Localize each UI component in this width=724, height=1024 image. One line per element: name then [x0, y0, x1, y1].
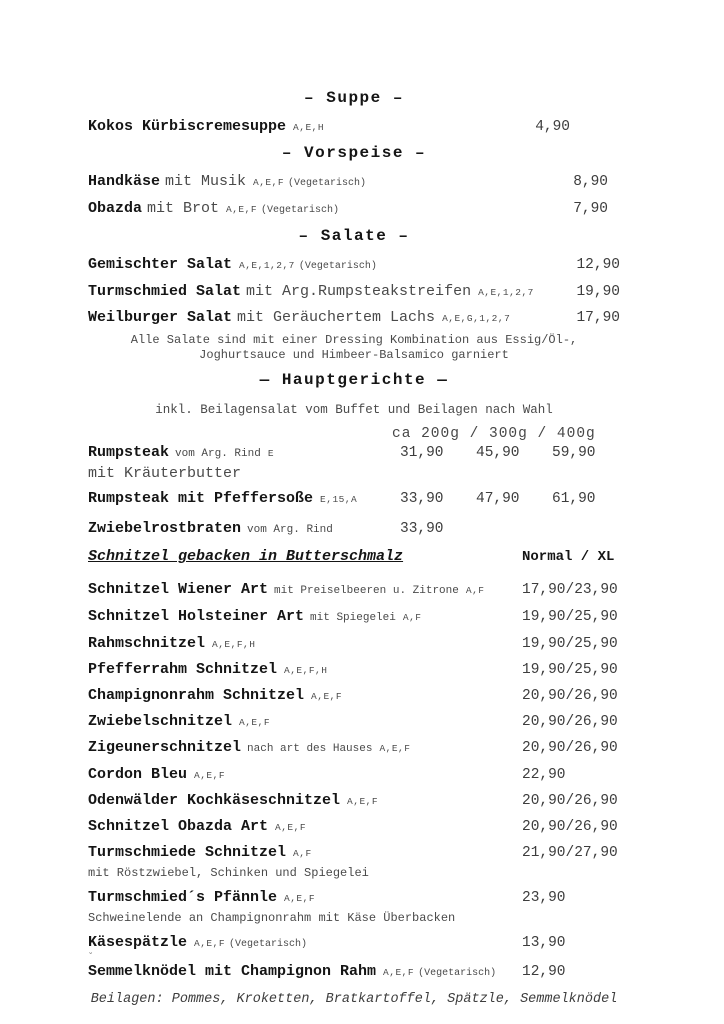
section-title: – Salate – [298, 227, 410, 245]
item-vegetarian-note: (Vegetarisch) [288, 178, 367, 189]
item-allergen-codes: A,E,H [293, 122, 325, 133]
item-price: 21,90/27,90 [522, 845, 618, 861]
menu-item-text [88, 818, 510, 836]
menu-sections [88, 89, 620, 982]
item-allergen-codes: A,E,F,H [284, 665, 328, 676]
item-description: mit Preiselbeeren u. Zitrone [274, 585, 459, 597]
item-price: 7,90 [573, 201, 608, 217]
item-name: Turmschmied Salat [88, 283, 242, 300]
item-price: 17,90/23,90 [522, 582, 618, 598]
menu-item-row [88, 792, 620, 810]
item-vegetarian-note: (Vegetarisch) [418, 968, 497, 979]
item-description: vom Arg. Rind [175, 448, 261, 460]
item-name: Cordon Bleu [88, 766, 188, 783]
item-subline: Schweinelende an Champignonrahm mit Käse Überbacken [88, 911, 456, 925]
menu-item-row [88, 818, 620, 836]
item-description: vom Arg. Rind [247, 524, 333, 536]
item-name: Rahmschnitzel [88, 635, 206, 652]
item-price: 19,90 [576, 284, 620, 300]
item-name: Zigeunerschnitzel [88, 739, 242, 756]
item-price: 19,90/25,90 [522, 662, 618, 678]
menu-item-text [88, 963, 510, 982]
section-subtitle: inkl. Beilagensalat vom Buffet und Beilagen nach Wahl [155, 403, 553, 417]
item-name: Käsespätzle [88, 934, 188, 951]
item-description: mit Arg.Rumpsteakstreifen [246, 283, 472, 300]
weights-header: ca 200g / 300g / 400g [392, 426, 596, 442]
item-price: 31,90 [400, 445, 444, 461]
menu-item-text [88, 490, 392, 508]
menu-item-row [88, 118, 620, 136]
menu-item-text [88, 200, 510, 219]
salad-footnote-line: Joghurtsauce und Himbeer-Balsamico garniert [199, 348, 509, 362]
item-description: mit Spiegelei [310, 612, 396, 624]
weights-header-row [88, 426, 620, 442]
item-name: Obazda [88, 200, 143, 217]
menu-item-row [88, 963, 620, 982]
item-name: Weilburger Salat [88, 309, 233, 326]
item-name: Schnitzel Obazda Art [88, 818, 269, 835]
item-vegetarian-note: (Vegetarisch) [261, 205, 340, 216]
schnitzel-heading: Schnitzel gebacken in Butterschmalz [88, 548, 404, 565]
item-price: 19,90/25,90 [522, 609, 618, 625]
menu-item-row [88, 608, 620, 627]
menu-item-row [88, 934, 620, 953]
item-price: 20,90/26,90 [522, 740, 618, 756]
section-title: — Hauptgerichte — [259, 371, 449, 389]
menu-item-row [88, 581, 620, 600]
item-price: 12,90 [522, 964, 566, 980]
menu-item-row [88, 739, 620, 758]
item-description: mit Brot [147, 200, 220, 217]
menu-section-3 [88, 371, 620, 539]
portion-size-label: Normal / XL [522, 549, 615, 565]
menu-item-row [88, 444, 620, 463]
item-price-columns [392, 445, 620, 462]
item-allergen-codes: A,E,1,2,7 [478, 287, 534, 298]
item-allergen-codes: A,E,F [239, 717, 271, 728]
item-name: Pfefferrahm Schnitzel [88, 661, 278, 678]
section-title: – Suppe – [304, 89, 404, 107]
item-allergen-codes: A,E,G,1,2,7 [442, 313, 511, 324]
item-subline: mit Röstzwiebel, Schinken und Spiegelei [88, 866, 369, 880]
item-name: Schnitzel Wiener Art [88, 581, 269, 598]
item-name: Odenwälder Kochkäseschnitzel [88, 792, 341, 809]
salad-footnote-line: Alle Salate sind mit einer Dressing Kombination aus Essig/Öl-, [130, 333, 578, 347]
item-price: 19,90/25,90 [522, 636, 618, 652]
item-price: 4,90 [535, 119, 570, 135]
stray-mark: ˘ [88, 952, 94, 962]
item-name: Zwiebelrostbraten [88, 520, 242, 537]
item-name: Turmschmiede Schnitzel [88, 844, 287, 861]
item-name: Rumpsteak mit Pfeffersoße [88, 490, 314, 507]
menu-section-2 [88, 227, 620, 363]
menu-item-text [88, 581, 510, 600]
item-price-columns [392, 491, 620, 508]
item-allergen-codes: A,E,F [311, 691, 343, 702]
item-price-columns [392, 521, 620, 538]
item-allergen-codes: A,F [465, 585, 485, 596]
menu-item-row [88, 844, 620, 862]
menu-item-text [88, 635, 510, 653]
item-price: 20,90/26,90 [522, 714, 618, 730]
menu-item-text [88, 520, 392, 539]
menu-item-row [88, 309, 620, 327]
menu-item-row [88, 713, 620, 731]
item-allergen-codes: A,E,F [253, 177, 285, 188]
item-subline: mit Kräuterbutter [88, 465, 242, 482]
menu-section-0 [88, 89, 620, 136]
item-allergen-codes: A,E,F [226, 204, 258, 215]
menu-item-row [88, 256, 620, 275]
item-name: Rumpsteak [88, 444, 170, 461]
item-allergen-codes: A,E,F [347, 796, 379, 807]
item-name: Kokos Kürbiscremesuppe [88, 118, 287, 135]
item-allergen-codes: A,E,F [284, 893, 316, 904]
menu-item-text [88, 934, 510, 953]
menu-item-text [88, 283, 534, 301]
item-description: nach art des Hauses [247, 743, 373, 755]
item-allergen-codes: A,E,F [194, 938, 226, 949]
item-description: mit Geräuchertem Lachs [237, 309, 436, 326]
item-name: Handkäse [88, 173, 161, 190]
item-price: 33,90 [400, 521, 444, 537]
item-price: 61,90 [552, 491, 596, 507]
item-price: 8,90 [573, 174, 608, 190]
menu-item-text [88, 844, 510, 862]
menu-item-text [88, 889, 510, 907]
item-name: Semmelknödel mit Champignon Rahm [88, 963, 377, 980]
menu-item-row [88, 687, 620, 705]
item-price: 20,90/26,90 [522, 793, 618, 809]
item-price: 45,90 [476, 445, 520, 461]
section-title: – Vorspeise – [281, 144, 427, 162]
item-allergen-codes: A,E,F [275, 822, 307, 833]
item-name: Champignonrahm Schnitzel [88, 687, 305, 704]
item-name: Gemischter Salat [88, 256, 233, 273]
item-price: 12,90 [576, 257, 620, 273]
menu-section-4 [88, 547, 620, 982]
menu-item-row [88, 200, 620, 219]
menu-item-text [88, 256, 510, 275]
salad-footnotes [88, 333, 620, 363]
item-description: mit Musik [165, 173, 247, 190]
menu-item-text [88, 739, 510, 758]
item-vegetarian-note: (Vegetarisch) [229, 939, 308, 950]
menu-item-text [88, 118, 510, 136]
menu-item-row [88, 635, 620, 653]
item-vegetarian-note: (Vegetarisch) [298, 261, 377, 272]
item-allergen-codes: E,15,A [320, 494, 358, 505]
menu-item-text [88, 309, 510, 327]
menu-item-text [88, 713, 510, 731]
item-price: 20,90/26,90 [522, 688, 618, 704]
item-name: Zwiebelschnitzel [88, 713, 233, 730]
item-price: 23,90 [522, 890, 566, 906]
item-price: 20,90/26,90 [522, 819, 618, 835]
menu-item-text [88, 608, 510, 627]
item-allergen-codes: A,E,1,2,7 [239, 260, 295, 271]
menu-item-row [88, 766, 620, 784]
item-name: Turmschmied´s Pfännle [88, 889, 278, 906]
item-price: 59,90 [552, 445, 596, 461]
item-allergen-codes: A,E,F [379, 743, 411, 754]
schnitzel-heading-row [88, 547, 620, 567]
menu-item-text [88, 766, 510, 784]
item-allergen-codes: A,E,F,H [212, 639, 256, 650]
menu-item-text [88, 173, 510, 192]
menu-item-text [88, 687, 510, 705]
menu-item-row [88, 283, 620, 301]
item-name: Schnitzel Holsteiner Art [88, 608, 305, 625]
menu-item-row [88, 889, 620, 907]
item-price: 47,90 [476, 491, 520, 507]
menu-section-1 [88, 144, 620, 219]
menu-item-text [88, 444, 392, 463]
menu-item-row [88, 490, 620, 508]
menu-item-row [88, 661, 620, 679]
item-price: 33,90 [400, 491, 444, 507]
menu-item-row [88, 520, 620, 539]
item-allergen-codes: A,F [402, 612, 422, 623]
item-allergen-codes: A,F [293, 848, 312, 859]
item-price: 17,90 [576, 310, 620, 326]
menu-item-row [88, 173, 620, 192]
menu-item-text [88, 792, 510, 810]
item-allergen-codes: E [267, 448, 275, 459]
item-price: 13,90 [522, 935, 566, 951]
beilagen-footer: Beilagen: Pommes, Kroketten, Bratkartoffel, Spätzle, Semmelknödel [90, 992, 618, 1007]
item-price: 22,90 [522, 767, 566, 783]
menu-item-text [88, 661, 510, 679]
item-allergen-codes: A,E,F [383, 967, 415, 978]
item-allergen-codes: A,E,F [194, 770, 226, 781]
